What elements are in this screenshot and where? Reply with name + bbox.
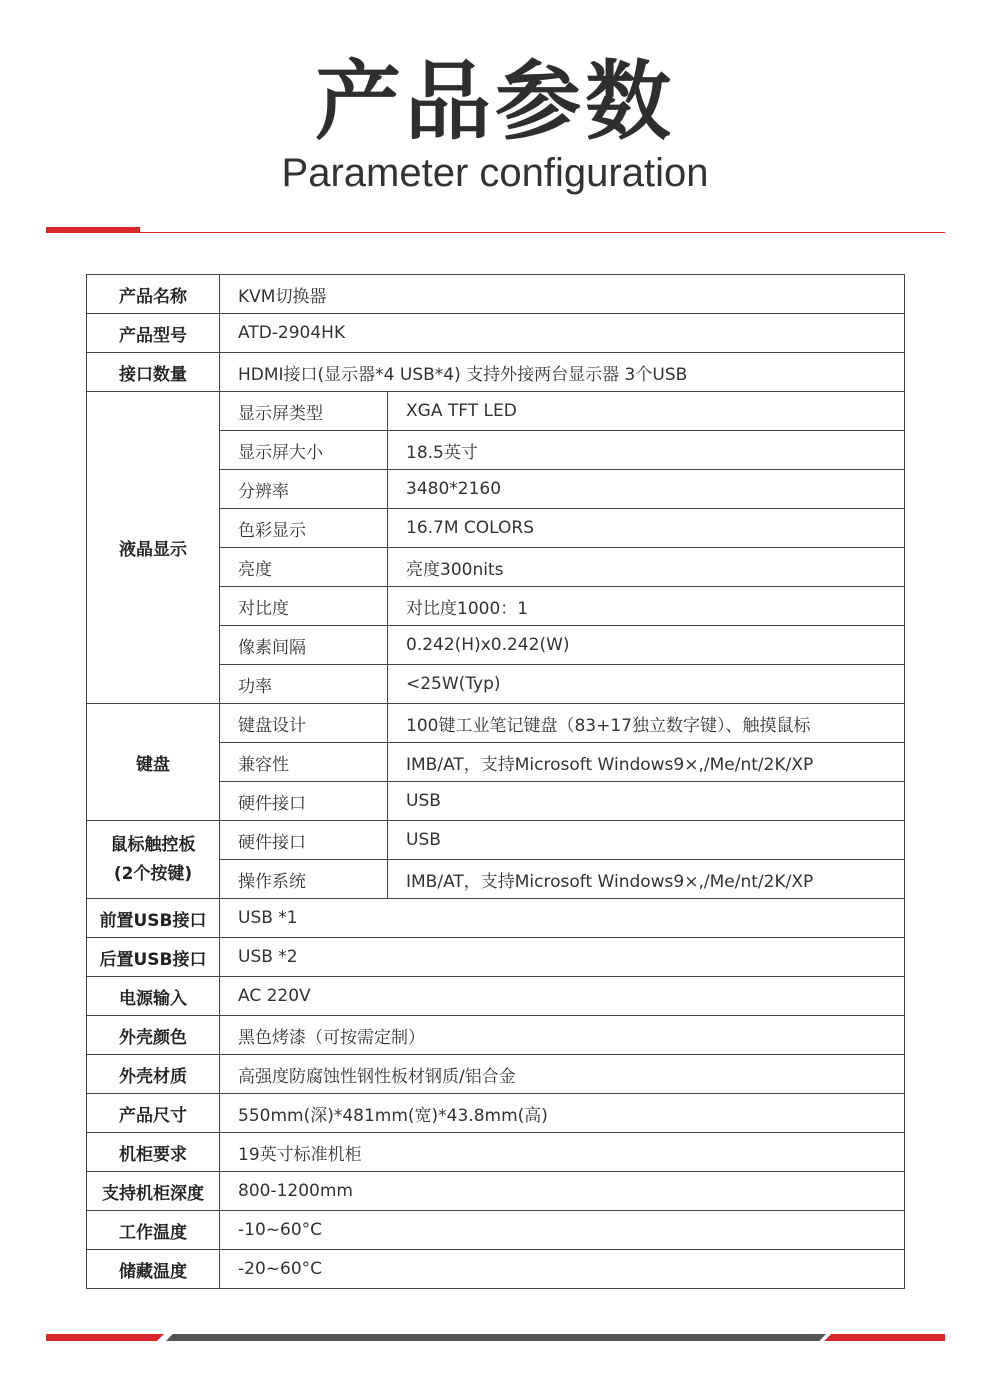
row-label: 产品型号 — [87, 314, 220, 353]
row-label: 工作温度 — [87, 1211, 220, 1250]
row-value: 黑色烤漆（可按需定制） — [220, 1016, 905, 1055]
table-row — [87, 899, 905, 938]
sub-key: 显示屏类型 — [220, 392, 388, 431]
sub-key: 像素间隔 — [220, 626, 388, 665]
table-row — [87, 938, 905, 977]
page-title: 产品参数 — [315, 52, 675, 152]
sub-key: 分辨率 — [220, 470, 388, 509]
row-value: 19英寸标准机柜 — [220, 1133, 905, 1172]
sub-value: XGA TFT LED — [388, 392, 905, 431]
row-value: HDMI接口(显示器*4 USB*4) 支持外接两台显示器 3个USB — [220, 353, 905, 392]
footer-bar-right — [824, 1334, 945, 1341]
sub-value: 16.7M COLORS — [388, 509, 905, 548]
sub-key: 键盘设计 — [220, 704, 388, 743]
row-label: 后置USB接口 — [87, 938, 220, 977]
sub-value: <25W(Typ) — [388, 665, 905, 704]
sub-value: USB — [388, 821, 905, 860]
group-label-touchpad — [87, 821, 220, 899]
group-label-lcd: 液晶显示 — [87, 392, 220, 704]
row-value: AC 220V — [220, 977, 905, 1016]
sub-key: 兼容性 — [220, 743, 388, 782]
sub-key: 操作系统 — [220, 860, 388, 899]
table-row — [87, 1211, 905, 1250]
group-label-keyboard: 键盘 — [87, 704, 220, 821]
sub-value: 3480*2160 — [388, 470, 905, 509]
row-value: USB *2 — [220, 938, 905, 977]
row-value: 高强度防腐蚀性钢性板材钢质/铝合金 — [220, 1055, 905, 1094]
row-label: 接口数量 — [87, 353, 220, 392]
sub-value: USB — [388, 782, 905, 821]
title-divider-line — [46, 232, 945, 233]
row-label: 储藏温度 — [87, 1250, 220, 1289]
sub-value: 100键工业笔记键盘（83+17独立数字键）、触摸鼠标 — [388, 704, 905, 743]
sub-key: 硬件接口 — [220, 782, 388, 821]
touchpad-label-line2: (2个按键) — [113, 863, 193, 884]
table-row — [87, 314, 905, 353]
row-value: KVM切换器 — [220, 275, 905, 314]
table-row — [87, 1172, 905, 1211]
footer-bar-middle — [166, 1334, 826, 1341]
sub-value: 0.242(H)x0.242(W) — [388, 626, 905, 665]
sub-key: 亮度 — [220, 548, 388, 587]
row-label: 产品尺寸 — [87, 1094, 220, 1133]
table-row — [87, 1094, 905, 1133]
row-label: 前置USB接口 — [87, 899, 220, 938]
row-label: 产品名称 — [87, 275, 220, 314]
row-value: 800-1200mm — [220, 1172, 905, 1211]
sub-key: 色彩显示 — [220, 509, 388, 548]
sub-value: 对比度1000：1 — [388, 587, 905, 626]
row-value: -20~60°C — [220, 1250, 905, 1289]
page-subtitle: Parameter configuration — [281, 151, 709, 195]
row-label: 支持机柜深度 — [87, 1172, 220, 1211]
row-label: 电源输入 — [87, 977, 220, 1016]
sub-value: 亮度300nits — [388, 548, 905, 587]
sub-key: 显示屏大小 — [220, 431, 388, 470]
table-row — [87, 821, 905, 860]
sub-value: 18.5英寸 — [388, 431, 905, 470]
row-value: -10~60°C — [220, 1211, 905, 1250]
row-label: 外壳颜色 — [87, 1016, 220, 1055]
sub-value: IMB/AT，支持Microsoft Windows9×,/Me/nt/2K/XP — [388, 860, 905, 899]
title-divider-accent — [46, 227, 140, 233]
spec-table — [86, 274, 905, 1289]
table-row — [87, 353, 905, 392]
table-row — [87, 1250, 905, 1289]
row-value: USB *1 — [220, 899, 905, 938]
sub-key: 功率 — [220, 665, 388, 704]
table-row — [87, 977, 905, 1016]
table-row — [87, 392, 905, 431]
table-row — [87, 1016, 905, 1055]
sub-value: IMB/AT，支持Microsoft Windows9×,/Me/nt/2K/XP — [388, 743, 905, 782]
table-row — [87, 704, 905, 743]
table-row — [87, 1133, 905, 1172]
sub-key: 硬件接口 — [220, 821, 388, 860]
table-row — [87, 275, 905, 314]
footer-decoration — [46, 1334, 945, 1342]
row-value: ATD-2904HK — [220, 314, 905, 353]
table-row — [87, 1055, 905, 1094]
row-value: 550mm(深)*481mm(宽)*43.8mm(高) — [220, 1094, 905, 1133]
footer-bar-left — [46, 1334, 164, 1341]
row-label: 外壳材质 — [87, 1055, 220, 1094]
row-label: 机柜要求 — [87, 1133, 220, 1172]
touchpad-label-line1: 鼠标触控板 — [110, 834, 196, 855]
sub-key: 对比度 — [220, 587, 388, 626]
